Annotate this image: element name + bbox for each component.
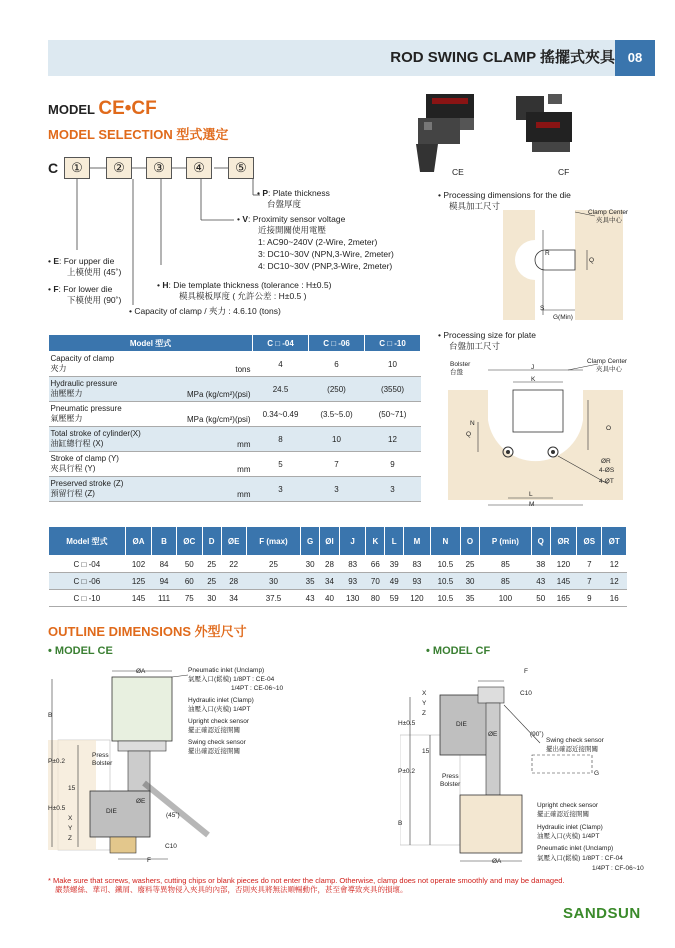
ce-deg: (45˚) — [166, 812, 180, 819]
cf-h: H±0.5 — [398, 720, 416, 727]
dim-head-cell: N — [430, 527, 460, 556]
ce-outline-model: CE — [97, 645, 113, 657]
spec-unit: mm — [167, 477, 252, 502]
outline-title: OUTLINE DIMENSIONS 外型尺寸 — [48, 624, 247, 639]
page-title: ROD SWING CLAMP 搖擺式夾具 — [390, 49, 615, 66]
dim-head-cell: ØT — [602, 527, 627, 556]
dim-head-cell: F (max) — [246, 527, 300, 556]
dim-cell: 59 — [385, 590, 404, 607]
cf-outline-prefix: • MODEL — [426, 645, 473, 657]
spec-val: 7 — [309, 452, 365, 477]
spec-val: 8 — [253, 427, 309, 452]
ce-c10: C10 — [165, 843, 177, 850]
dim-cell: 49 — [385, 573, 404, 590]
dim-cell: 37.5 — [246, 590, 300, 607]
cf-hy-in-zh: 油壓入口(夾模) 1/4PT — [537, 833, 600, 840]
plate-proc-t2: 台盤加工尺寸 — [449, 341, 501, 351]
spec-val: 5 — [253, 452, 309, 477]
spec-row — [49, 377, 421, 402]
plate-proc-t1: Processing size for plate — [443, 330, 536, 340]
dim-cell: 34 — [221, 590, 246, 607]
spec-label — [49, 427, 168, 452]
cap-text: Capacity of clamp / 夾力 : 4.6.10 (tons) — [134, 306, 281, 316]
ce-hy-in-zh: 油壓入口(夾模) 1/4PT — [188, 706, 251, 713]
spec-label — [49, 477, 168, 502]
dim-head-cell: L — [385, 527, 404, 556]
dim-head-cell: K — [366, 527, 385, 556]
p-zh: 台盤厚度 — [267, 199, 302, 209]
dim-cell: 34 — [320, 573, 340, 590]
plate-clamp-center-zh: 夾具中心 — [596, 366, 622, 373]
warning-en-line — [48, 876, 565, 885]
v-option-3: 3: DC10~30V (NPN,3-Wire, 2meter) — [258, 249, 394, 259]
code-box-5: ⑤ — [228, 157, 254, 179]
dim-cell: 60 — [176, 573, 202, 590]
ce-z: Z — [68, 835, 72, 842]
p-line: • P: Plate thickness — [257, 188, 330, 198]
ce-x: X — [68, 815, 73, 822]
dim-cell: 25 — [202, 556, 221, 573]
dim-cell: 85 — [479, 556, 531, 573]
dim-cell: 7 — [577, 556, 602, 573]
cf-pn-in-2: 1/4PT : CF-06~10 — [592, 865, 644, 872]
dim-cell: 94 — [152, 573, 177, 590]
plate-m: M — [529, 501, 535, 508]
cf-z: Z — [422, 710, 426, 717]
dim-cell: 80 — [366, 590, 385, 607]
spec-val: 9 — [365, 452, 421, 477]
spec-label — [49, 352, 168, 377]
cf-pn-in: Pneumatic inlet (Unclamp) — [537, 845, 614, 852]
dim-cell: 28 — [221, 573, 246, 590]
dim-head-cell: ØC — [176, 527, 202, 556]
ce-outline-prefix: • MODEL — [48, 645, 95, 657]
dim-cell: 50 — [176, 556, 202, 573]
spec-head-04: C □ -04 — [253, 335, 309, 352]
dim-row — [49, 556, 627, 573]
code-box-2: ② — [106, 157, 132, 179]
dim-cell: 43 — [531, 573, 550, 590]
spec-unit: MPa (kg/cm²)(psi) — [167, 377, 252, 402]
dim-cell: 25 — [202, 573, 221, 590]
f-label: F — [53, 284, 59, 294]
cf-y: Y — [422, 700, 427, 707]
ce-e: ØE — [136, 798, 146, 805]
dim-cell: C □ -06 — [49, 573, 126, 590]
ce-pn-in-zh: 氣壓入口(鬆模) 1/8PT : CE-04 — [188, 676, 275, 683]
ce-caption: CE — [452, 167, 464, 177]
dim-head-cell: G — [301, 527, 320, 556]
cf-hy-in: Hydraulic inlet (Clamp) — [537, 824, 603, 831]
cf-pn-in-zh: 氣壓入口(鬆模) 1/8PT : CF-04 — [537, 855, 623, 862]
spec-val: 3 — [309, 477, 365, 502]
die-g: G(Min) — [553, 314, 573, 321]
spec-row — [49, 427, 421, 452]
dim-cell: 40 — [320, 590, 340, 607]
cf-g: G — [594, 770, 600, 777]
dim-head-cell: ØA — [125, 527, 152, 556]
dim-cell: 165 — [550, 590, 577, 607]
dim-head-cell: ØR — [550, 527, 577, 556]
cf-a: ØA — [492, 858, 502, 865]
code-box-4: ④ — [186, 157, 212, 179]
dim-head-row — [49, 527, 627, 556]
cf-e: ØE — [488, 731, 498, 738]
spec-row — [49, 477, 421, 502]
spec-label — [49, 402, 168, 427]
plate-q: Q — [466, 431, 472, 438]
e-line: • E: For upper die — [48, 256, 115, 266]
dim-cell: 145 — [550, 573, 577, 590]
dim-cell: 50 — [531, 590, 550, 607]
warning-star: * — [48, 876, 51, 885]
dim-cell: 84 — [152, 556, 177, 573]
dim-head-cell: ØE — [221, 527, 246, 556]
ce-pn-in: Pneumatic inlet (Unclamp) — [188, 667, 265, 674]
dim-cell: 22 — [221, 556, 246, 573]
dim-cell: 93 — [339, 573, 366, 590]
ce-press: Press — [92, 752, 109, 759]
dim-head-cell: O — [461, 527, 480, 556]
dim-cell: 120 — [404, 590, 431, 607]
ce-sw-zh: 擺出確認近接開關 — [188, 748, 240, 755]
plate-t: 4-ØT — [599, 478, 614, 485]
spec-en: Total stroke of cylinder(X) — [50, 429, 141, 438]
spec-head-06: C □ -06 — [309, 335, 365, 352]
model-name: CE•CF — [98, 98, 157, 119]
spec-val: 24.5 — [253, 377, 309, 402]
dim-head-cell: J — [339, 527, 366, 556]
page-number: 08 — [615, 40, 655, 76]
dim-cell: 10.5 — [430, 590, 460, 607]
dim-cell: 102 — [125, 556, 152, 573]
spec-val: 3 — [253, 477, 309, 502]
cf-deg: (90˚) — [530, 731, 544, 738]
cf-sw-zh: 擺出確認近接開關 — [546, 746, 598, 753]
spec-val: 6 — [309, 352, 365, 377]
spec-head-row — [49, 335, 421, 352]
plate-bolster-zh: 台盤 — [450, 369, 463, 376]
warning-note — [48, 876, 565, 894]
spec-val: (50~71) — [365, 402, 421, 427]
spec-zh: 油壓壓力 — [50, 389, 83, 398]
ce-f: F — [147, 857, 151, 864]
cf-caption: CF — [558, 167, 570, 177]
ce-p: P±0.2 — [48, 758, 65, 765]
dim-cell: 30 — [301, 556, 320, 573]
dim-cell: 28 — [320, 556, 340, 573]
dim-body — [49, 556, 627, 607]
selection-title: MODEL SELECTION 型式選定 — [48, 127, 229, 142]
code-box-1: ① — [64, 157, 90, 179]
spec-val: 0.34~0.49 — [253, 402, 309, 427]
cf-bolster: Bolster — [440, 781, 461, 788]
dimension-table — [48, 526, 627, 607]
warning-zh: 嚴禁螺絲、華司、鐵屑、廢料等異物侵入夾具的內部，否則夾具將無法順暢動作，甚至會導致夾具的損壞。 — [55, 885, 408, 894]
v-zh: 近接開關使用電壓 — [258, 225, 327, 235]
h-label: H — [162, 280, 169, 290]
spec-zh: 夾具行程 (Y) — [50, 464, 96, 473]
v-label: V — [242, 214, 249, 224]
ce-h: H±0.5 — [48, 805, 66, 812]
plate-proc-drawing — [448, 360, 628, 520]
plate-l: L — [529, 491, 533, 498]
spec-row — [49, 452, 421, 477]
spec-zh: 夾力 — [50, 364, 67, 373]
dim-head-cell: P (min) — [479, 527, 531, 556]
spec-table — [48, 334, 421, 502]
dim-cell: 35 — [461, 590, 480, 607]
dim-row — [49, 590, 627, 607]
plate-o: O — [606, 425, 612, 432]
cf-sw: Swing check sensor — [546, 737, 604, 744]
dim-cell: 30 — [202, 590, 221, 607]
die-q: Q — [589, 257, 595, 264]
dim-head-cell: Q — [531, 527, 550, 556]
dim-head-cell: D — [202, 527, 221, 556]
cf-c10: C10 — [520, 690, 532, 697]
model-prefix: MODEL — [48, 102, 95, 117]
spec-en: Pneumatic pressure — [50, 404, 122, 413]
e-label: E — [53, 256, 60, 266]
plate-s: 4-ØS — [599, 467, 615, 474]
spec-label — [49, 377, 168, 402]
ce-y: Y — [68, 825, 73, 832]
v-option-4: 4: DC10~30V (PNP,3-Wire, 2meter) — [258, 261, 393, 271]
dim-cell: 120 — [550, 556, 577, 573]
dim-cell: 10.5 — [430, 556, 460, 573]
spec-zh: 預留行程 (Z) — [50, 489, 95, 498]
spec-val: (250) — [309, 377, 365, 402]
cf-f: F — [524, 668, 528, 675]
plate-n: N — [470, 420, 475, 427]
brand-logo: SANDSUN — [563, 905, 641, 922]
cf-up: Upright check sensor — [537, 802, 599, 809]
e-zh: 上模使用 (45˚) — [67, 267, 122, 277]
ce-a: ØA — [136, 668, 146, 675]
dim-head-cell: ØI — [320, 527, 340, 556]
ce-image — [416, 94, 474, 172]
plate-bolster: Bolster — [450, 361, 471, 368]
die-proc-t1: Processing dimensions for the die — [443, 190, 571, 200]
dim-cell: 83 — [339, 556, 366, 573]
spec-label — [49, 452, 168, 477]
ce-15: 15 — [68, 785, 76, 792]
plate-proc-title: • Processing size for plate — [438, 330, 536, 340]
h-line: • H: Die template thickness (tolerance : H±0.5) — [157, 280, 332, 290]
spec-val: 12 — [365, 427, 421, 452]
cf-die: DIE — [456, 721, 467, 728]
code-box-3: ③ — [146, 157, 172, 179]
ce-up-zh: 擺正確認近接開關 — [188, 727, 240, 734]
v-option-1: 1: AC90~240V (2-Wire, 2meter) — [258, 237, 378, 247]
dim-cell: 12 — [602, 556, 627, 573]
dim-cell: 16 — [602, 590, 627, 607]
dim-cell: 25 — [246, 556, 300, 573]
cf-p: P±0.2 — [398, 768, 415, 775]
plate-j: J — [531, 364, 535, 371]
dim-cell: 10.5 — [430, 573, 460, 590]
ce-bolster: Bolster — [92, 760, 113, 767]
dim-head-cell: M — [404, 527, 431, 556]
spec-val: (3550) — [365, 377, 421, 402]
dim-cell: C □ -04 — [49, 556, 126, 573]
capacity-line: • Capacity of clamp / 夾力 : 4.6.10 (tons) — [129, 306, 281, 316]
dim-cell: 111 — [152, 590, 177, 607]
spec-val: 10 — [309, 427, 365, 452]
spec-en: Capacity of clamp — [50, 354, 115, 363]
p-label: P — [262, 188, 269, 198]
model-heading — [48, 98, 157, 120]
dim-cell: 25 — [461, 556, 480, 573]
p-text: : Plate thickness — [268, 188, 330, 198]
spec-unit: tons — [167, 352, 252, 377]
dim-cell: 100 — [479, 590, 531, 607]
ce-hy-in: Hydraulic inlet (Clamp) — [188, 697, 254, 704]
spec-row — [49, 402, 421, 427]
dim-head-cell: ØS — [577, 527, 602, 556]
die-clamp-center: Clamp Center — [588, 209, 629, 216]
product-images — [404, 88, 614, 178]
dim-cell: 83 — [404, 556, 431, 573]
cf-x: X — [422, 690, 427, 697]
dim-cell: 125 — [125, 573, 152, 590]
dim-head-cell: B — [152, 527, 177, 556]
cf-outline-model: CF — [475, 645, 491, 657]
dim-cell: 85 — [479, 573, 531, 590]
e-text: : For upper die — [59, 256, 115, 266]
dim-cell: C □ -10 — [49, 590, 126, 607]
cf-b: B — [398, 820, 403, 827]
dim-cell: 7 — [577, 573, 602, 590]
f-zh: 下模使用 (90˚) — [67, 295, 122, 305]
plate-r: ØR — [601, 458, 611, 465]
spec-val: 3 — [365, 477, 421, 502]
die-r: R — [545, 250, 550, 257]
spec-en: Stroke of clamp (Y) — [50, 454, 119, 463]
ce-drawing — [48, 665, 238, 870]
spec-head-model: Model 型式 — [49, 335, 253, 352]
ce-outline-heading — [48, 645, 113, 657]
die-proc-drawing — [495, 210, 635, 325]
cf-up-zh: 擺正確認近接開關 — [537, 811, 589, 818]
warning-en: Make sure that screws, washers, cutting chips or blank pieces do not enter the clamp. Otherwise, clamp does not operate smoothly and may be damaged. — [53, 876, 565, 885]
cf-15: 15 — [422, 748, 430, 755]
die-proc-t2: 模具加工尺寸 — [449, 201, 501, 211]
spec-val: 4 — [253, 352, 309, 377]
cf-outline-heading — [426, 645, 490, 657]
spec-unit: MPa (kg/cm²)(psi) — [167, 402, 252, 427]
ce-sw: Swing check sensor — [188, 739, 246, 746]
dim-cell: 70 — [366, 573, 385, 590]
plate-clamp-center: Clamp Center — [587, 358, 628, 365]
die-proc-title: • Processing dimensions for the die — [438, 190, 571, 200]
dim-cell: 130 — [339, 590, 366, 607]
plate-k: K — [531, 376, 536, 383]
dim-cell: 93 — [404, 573, 431, 590]
dim-cell: 38 — [531, 556, 550, 573]
spec-unit: mm — [167, 452, 252, 477]
cf-image — [516, 94, 572, 152]
dim-cell: 43 — [301, 590, 320, 607]
spec-val: 10 — [365, 352, 421, 377]
dim-cell: 30 — [461, 573, 480, 590]
dim-cell: 75 — [176, 590, 202, 607]
spec-row — [49, 352, 421, 377]
dim-cell: 39 — [385, 556, 404, 573]
cf-press: Press — [442, 773, 459, 780]
dim-cell: 145 — [125, 590, 152, 607]
f-text: : For lower die — [58, 284, 113, 294]
die-s: S — [540, 305, 545, 312]
dim-cell: 9 — [577, 590, 602, 607]
spec-val: (3.5~5.0) — [309, 402, 365, 427]
h-zh: 模具模板厚度 ( 允許公差 : H±0.5 ) — [179, 291, 307, 301]
h-text: : Die template thickness (tolerance : H±0.5) — [168, 280, 332, 290]
spec-head-10: C □ -10 — [365, 335, 421, 352]
dim-cell: 30 — [246, 573, 300, 590]
spec-en: Preserved stroke (Z) — [50, 479, 124, 488]
v-text: : Proximity sensor voltage — [248, 214, 346, 224]
ce-up: Upright check sensor — [188, 718, 250, 725]
ce-b: B — [48, 712, 53, 719]
v-line: • V: Proximity sensor voltage — [237, 214, 346, 224]
spec-unit: mm — [167, 427, 252, 452]
ce-die: DIE — [106, 808, 117, 815]
code-letter: C — [48, 160, 59, 176]
f-line: • F: For lower die — [48, 284, 113, 294]
spec-zh: 氣壓壓力 — [50, 414, 83, 423]
ce-pn-in-2: 1/4PT : CE-06~10 — [231, 685, 284, 692]
dim-cell: 12 — [602, 573, 627, 590]
dim-row — [49, 573, 627, 590]
spec-en: Hydraulic pressure — [50, 379, 118, 388]
spec-zh: 油缸總行程 (X) — [50, 439, 104, 448]
dim-cell: 35 — [301, 573, 320, 590]
dim-head-cell: Model 型式 — [49, 527, 126, 556]
die-clamp-center-zh: 夾具中心 — [596, 217, 622, 224]
dim-cell: 66 — [366, 556, 385, 573]
